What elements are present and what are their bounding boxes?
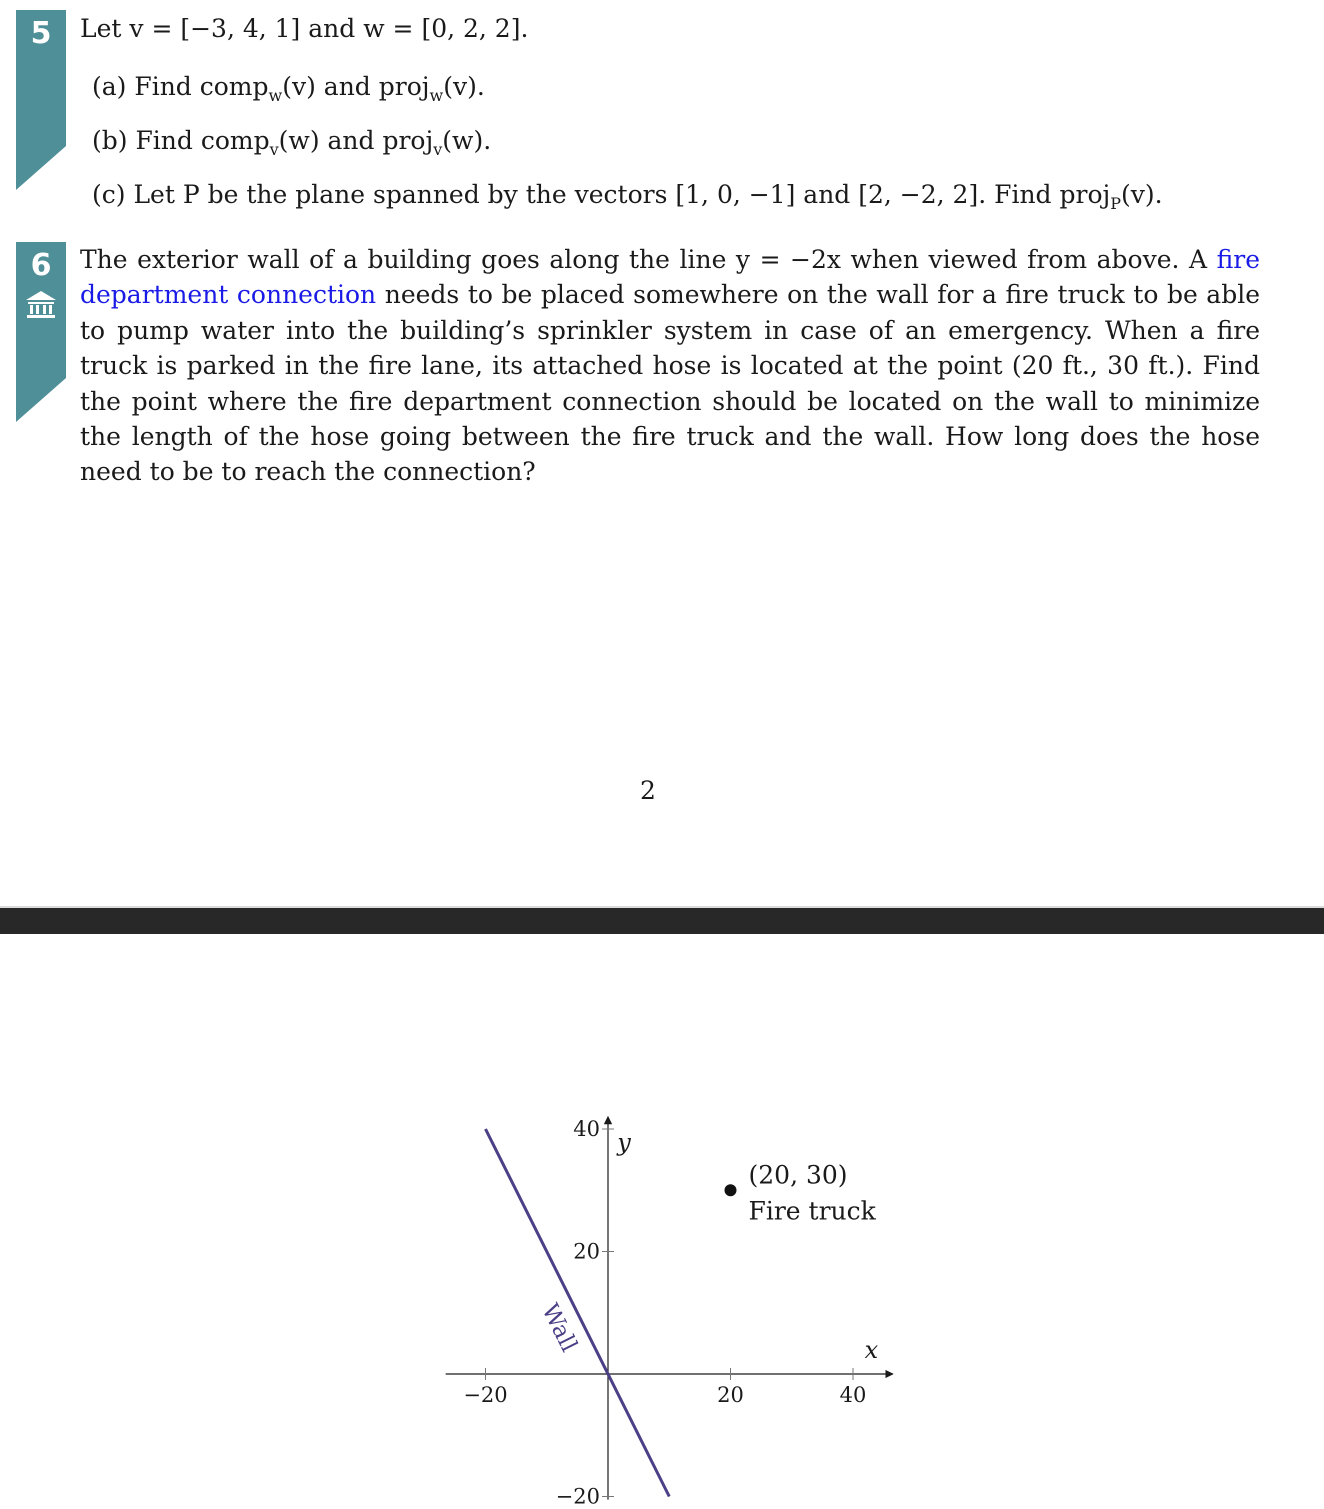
problem-5-part-b: (b) Find comp$_v$(w) and proj$_v$(w). (92, 126, 492, 159)
problem-5-number: 5 (30, 16, 52, 51)
x-tick-label: −20 (463, 1383, 508, 1407)
x-tick-label: 40 (839, 1383, 867, 1407)
problem-6-text: The exterior wall of a building goes along the line y = −2x when viewed from above. A fire department connection needs to be placed somewhere on the wall for a fire truck to be able to pump water into the building’s sprinkler system in case of an emergency. When a fire truck is parked in the fire lane, its attached hose is located at the point (20 ft., 30 ft.). Find the point where the fire department connection should be located on the wall to minimize the length of the hose going between the fire truck and the wall. How long does the hose need to be to reach the connection? (80, 245, 1261, 487)
wall-line (486, 1129, 670, 1497)
x-tick-label: 20 (717, 1383, 744, 1407)
problem-5-intro: Let v = [−3, 4, 1] and w = [0, 2, 2]. (80, 14, 529, 43)
problem-5-part-a: (a) Find comp$_w$(v) and proj$_w$(v). (92, 72, 485, 105)
point-sublabel: Fire truck (748, 1196, 876, 1226)
y-axis-label: y (617, 1128, 631, 1157)
page-number: 2 (640, 776, 656, 805)
fire-truck-point (725, 1184, 737, 1196)
x-axis-label: x (864, 1336, 879, 1364)
problem-6-number: 6 (30, 248, 52, 283)
y-tick-label: 40 (573, 1117, 600, 1141)
wall-label: Wall (536, 1299, 582, 1357)
problem-5-part-c: (c) Let P be the plane spanned by the vectors [1, 0, −1] and [2, −2, 2]. Find proj$_P$(v). (92, 180, 1163, 213)
y-tick-label: 20 (573, 1239, 600, 1264)
y-tick-label: −20 (555, 1484, 600, 1509)
point-label: (20, 30) (748, 1160, 848, 1190)
fire-department-connection-link[interactable]: fire department connection (80, 245, 1260, 310)
